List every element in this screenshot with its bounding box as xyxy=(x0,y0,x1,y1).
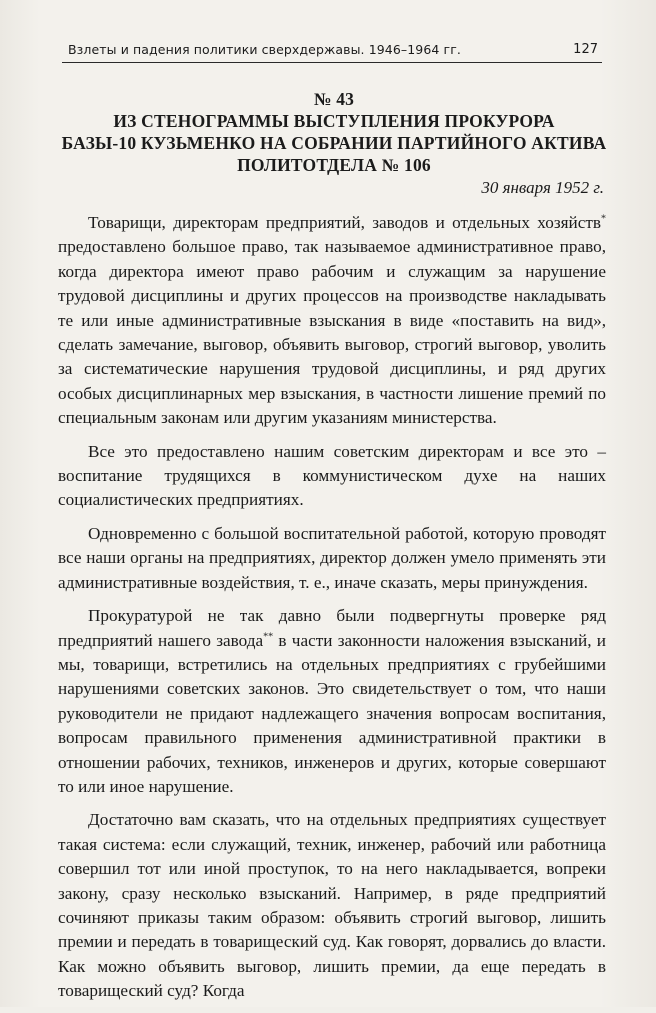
document-number: № 43 xyxy=(313,89,355,109)
document-header xyxy=(60,88,608,176)
footnote-mark: * xyxy=(601,213,606,225)
document-title-line: БАЗЫ-10 КУЗЬМЕНКО НА СОБРАНИИ ПАРТИЙНОГО АКТИВА xyxy=(61,133,607,153)
footnote-mark: ** xyxy=(263,630,274,642)
running-head-title: Взлеты и падения политики сверхдержавы. 1946–1964 гг. xyxy=(68,42,461,57)
document-title-line: ПОЛИТОТДЕЛА № 106 xyxy=(237,155,431,175)
paragraph-text: Товарищи, директорам предприятий, заводов и отдельных хозяйств xyxy=(88,213,601,232)
paragraph-text: Достаточно вам сказать, что на отдельных предприятиях существует такая система: если служащий, техник, инженер, рабочий или работница совершил тот или иной проступок, то на него накладывается, вопреки закону, сразу несколько взысканий. Например, в ряде предприятий сочиняют приказы таким образом: объявить строгий выговор, лишить премии и передать в товарищеский суд. Как говорят, дорвались до власти. Как можно объявить выговор, лишить премии, да еще передать в товарищеский суд? Когда xyxy=(58,810,606,1001)
paragraph xyxy=(58,522,606,595)
paragraph-text: Прокуратурой не так давно были подвергнуты проверке ряд предприятий нашего завода xyxy=(58,606,606,650)
document-title-line: ИЗ СТЕНОГРАММЫ ВЫСТУПЛЕНИЯ ПРОКУРОРА xyxy=(113,111,555,131)
paragraph-text: Все это предоставлено нашим советским директорам и все это – воспитание трудящихся в коммунистическом духе на наших социалистических предприятиях. xyxy=(58,441,606,510)
page-number: 127 xyxy=(573,42,598,57)
document-body xyxy=(58,211,606,1013)
paragraph xyxy=(58,440,606,513)
paragraph xyxy=(58,808,606,1003)
paragraph xyxy=(58,604,606,799)
running-head xyxy=(62,38,602,63)
paragraph xyxy=(58,211,606,431)
document-date: 30 января 1952 г. xyxy=(481,178,604,197)
paragraph-text: Одновременно с большой воспитательной работой, которую проводят все наши органы на предприятиях, директор должен умело применять эти административные воздействия, т. е., иначе сказать, меры принуждения. xyxy=(58,523,606,592)
paragraph-text: предоставлено большое право, так называемое административное право, когда директора имеют право рабочим и служащим за нарушение трудовой дисциплины и других процессов на производстве накладывать те или иные административные взыскания в виде «поставить на вид», сделать замечание, выговор, объявить выговор, строгий выговор, уволить за систематические нарушения трудовой дисциплины, и ряд других особых дисциплинарных мер взыскания, в частности лишение премий по специальным законам или другим указаниям министерства. xyxy=(58,237,606,428)
paragraph-text: в части законности наложения взысканий, и мы, товарищи, встретились на отдельных предприятиях с грубейшими нарушениями советских законов. Это свидетельствует о том, что наши руководители не придают надлежащего значения вопросам воспитания, вопросам правильного применения административной практики в отношении рабочих, техников, инженеров и других, которые совершают то или иное нарушение. xyxy=(58,630,606,796)
